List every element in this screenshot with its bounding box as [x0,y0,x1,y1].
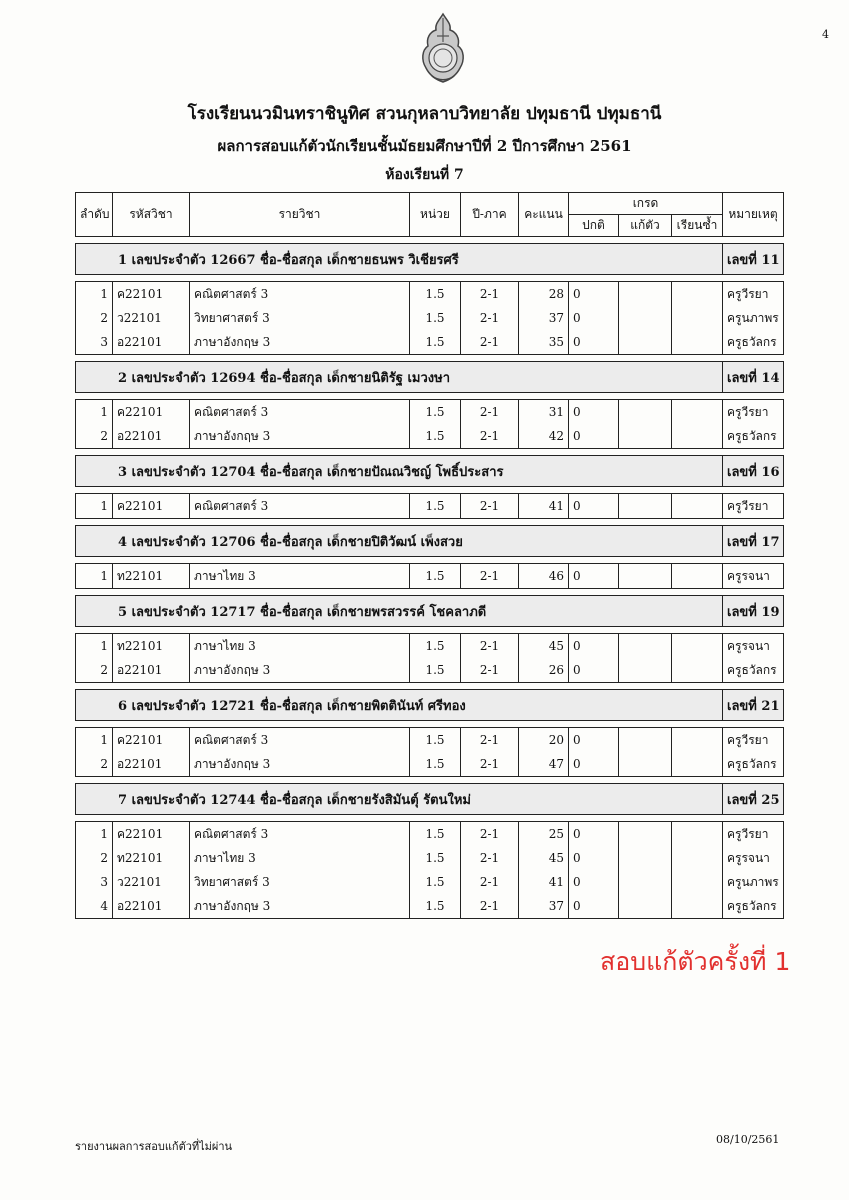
course-score: 45 [519,846,569,870]
header-code: รหัสวิชา [113,193,190,237]
course-teacher-note: ครูรจนา [723,564,784,589]
course-subject: ภาษาไทย 3 [190,634,410,659]
report-subtitle: ผลการสอบแก้ตัวนักเรียนชั้นมัธยมศึกษาปีที่ 2 ปีการศึกษา 2561 [217,137,632,155]
header-note: หมายเหตุ [723,193,784,237]
course-score: 37 [519,306,569,330]
course-code: ค22101 [113,400,190,425]
footer-date: 08/10/2561 [716,1133,780,1146]
course-score: 42 [519,424,569,449]
course-code: ค22101 [113,282,190,307]
course-score: 31 [519,400,569,425]
course-grade-repeat [672,424,723,449]
course-order: 3 [76,870,113,894]
course-order: 2 [76,752,113,777]
course-code: ว22101 [113,306,190,330]
course-code: ค22101 [113,494,190,519]
course-unit: 1.5 [410,330,461,355]
course-term: 2-1 [461,894,519,919]
results-table [75,192,784,919]
course-subject: คณิตศาสตร์ 3 [190,400,410,425]
course-subject: ภาษาอังกฤษ 3 [190,330,410,355]
course-term: 2-1 [461,282,519,307]
header-grade: เกรด [569,193,723,215]
section-spacer [76,557,784,564]
course-grade-normal: 0 [569,494,619,519]
course-grade-retest [619,330,672,355]
course-row [76,894,784,919]
section-spacer [76,275,784,282]
course-grade-repeat [672,634,723,659]
header-grade-retest: แก้ตัว [619,215,672,237]
header-score: คะแนน [519,193,569,237]
course-subject: คณิตศาสตร์ 3 [190,494,410,519]
course-grade-retest [619,846,672,870]
student-seat-number: เลขที่ 19 [723,596,784,627]
course-score: 47 [519,752,569,777]
classroom-label: ห้องเรียนที่ 7 [385,167,464,183]
course-term: 2-1 [461,494,519,519]
course-grade-normal: 0 [569,870,619,894]
course-code: ค22101 [113,822,190,847]
header-subject: รายวิชา [190,193,410,237]
course-subject: ภาษาอังกฤษ 3 [190,424,410,449]
course-grade-repeat [672,330,723,355]
course-unit: 1.5 [410,822,461,847]
course-score: 41 [519,494,569,519]
course-grade-normal: 0 [569,728,619,753]
course-teacher-note: ครูวีรยา [723,282,784,307]
course-grade-retest [619,894,672,919]
course-grade-repeat [672,494,723,519]
course-order: 3 [76,330,113,355]
section-spacer [76,487,784,494]
course-teacher-note: ครูธวัลกร [723,424,784,449]
student-header-row [76,596,784,627]
section-spacer [76,237,784,244]
course-score: 46 [519,564,569,589]
course-row [76,330,784,355]
student-seat-number: เลขที่ 16 [723,456,784,487]
course-grade-repeat [672,658,723,683]
retest-stamp: สอบแก้ตัวครั้งที่ 1 [600,947,791,976]
course-grade-retest [619,282,672,307]
course-unit: 1.5 [410,846,461,870]
course-grade-retest [619,306,672,330]
course-grade-retest [619,634,672,659]
course-grade-normal: 0 [569,822,619,847]
course-grade-retest [619,728,672,753]
course-teacher-note: ครูวีรยา [723,400,784,425]
course-score: 26 [519,658,569,683]
course-term: 2-1 [461,634,519,659]
course-order: 1 [76,634,113,659]
course-row [76,634,784,659]
course-code: อ22101 [113,658,190,683]
course-term: 2-1 [461,330,519,355]
course-teacher-note: ครูธวัลกร [723,752,784,777]
course-grade-retest [619,822,672,847]
student-info: 5 เลขประจำตัว 12717 ชื่อ-ชื่อสกุล เด็กชายพรสวรรค์ โชคลาภดี [76,596,723,627]
course-term: 2-1 [461,728,519,753]
section-spacer [76,721,784,728]
course-term: 2-1 [461,564,519,589]
course-term: 2-1 [461,658,519,683]
course-teacher-note: ครูวีรยา [723,494,784,519]
header-grade-normal: ปกติ [569,215,619,237]
section-spacer [76,627,784,634]
student-info: 4 เลขประจำตัว 12706 ชื่อ-ชื่อสกุล เด็กชายปิติวัฒน์ เพ็งสวย [76,526,723,557]
course-score: 25 [519,822,569,847]
course-grade-normal: 0 [569,658,619,683]
course-code: ค22101 [113,728,190,753]
student-header-row [76,456,784,487]
course-term: 2-1 [461,424,519,449]
student-header-row [76,244,784,275]
course-grade-repeat [672,870,723,894]
section-spacer [76,683,784,690]
course-teacher-note: ครูวีรยา [723,822,784,847]
course-grade-repeat [672,306,723,330]
course-grade-retest [619,494,672,519]
student-seat-number: เลขที่ 17 [723,526,784,557]
student-seat-number: เลขที่ 11 [723,244,784,275]
course-grade-normal: 0 [569,282,619,307]
course-order: 1 [76,400,113,425]
course-teacher-note: ครูรจนา [723,634,784,659]
header-term: ปี-ภาค [461,193,519,237]
course-order: 2 [76,846,113,870]
course-row [76,282,784,307]
course-grade-normal: 0 [569,400,619,425]
course-teacher-note: ครูธวัลกร [723,894,784,919]
course-subject: คณิตศาสตร์ 3 [190,728,410,753]
course-grade-repeat [672,752,723,777]
course-teacher-note: ครูรจนา [723,846,784,870]
course-teacher-note: ครูนภาพร [723,306,784,330]
course-grade-retest [619,870,672,894]
course-code: อ22101 [113,752,190,777]
section-spacer [76,589,784,596]
header-order: ลำดับ [76,193,113,237]
course-subject: วิทยาศาสตร์ 3 [190,306,410,330]
course-unit: 1.5 [410,658,461,683]
footer-report-name: รายงานผลการสอบแก้ตัวที่ไม่ผ่าน [75,1140,233,1153]
course-score: 35 [519,330,569,355]
student-header-row [76,690,784,721]
section-spacer [76,815,784,822]
course-code: อ22101 [113,894,190,919]
course-grade-normal: 0 [569,424,619,449]
course-order: 1 [76,728,113,753]
course-subject: วิทยาศาสตร์ 3 [190,870,410,894]
course-grade-normal: 0 [569,846,619,870]
course-grade-repeat [672,846,723,870]
student-seat-number: เลขที่ 25 [723,784,784,815]
course-order: 2 [76,658,113,683]
course-row [76,752,784,777]
course-subject: คณิตศาสตร์ 3 [190,282,410,307]
course-unit: 1.5 [410,634,461,659]
course-subject: ภาษาไทย 3 [190,564,410,589]
course-score: 28 [519,282,569,307]
course-grade-retest [619,400,672,425]
course-term: 2-1 [461,870,519,894]
course-score: 37 [519,894,569,919]
course-score: 41 [519,870,569,894]
course-grade-repeat [672,894,723,919]
student-header-row [76,526,784,557]
course-row [76,658,784,683]
course-unit: 1.5 [410,400,461,425]
student-info: 7 เลขประจำตัว 12744 ชื่อ-ชื่อสกุล เด็กชายรังสิมันตุ์ รัตนใหม่ [76,784,723,815]
course-grade-repeat [672,400,723,425]
course-subject: คณิตศาสตร์ 3 [190,822,410,847]
section-spacer [76,519,784,526]
course-term: 2-1 [461,400,519,425]
student-info: 3 เลขประจำตัว 12704 ชื่อ-ชื่อสกุล เด็กชายปัณณวิชญ์ โพธิ์ประสาร [76,456,723,487]
course-unit: 1.5 [410,752,461,777]
course-row [76,424,784,449]
student-info: 2 เลขประจำตัว 12694 ชื่อ-ชื่อสกุล เด็กชายนิติรัฐ เมวงษา [76,362,723,393]
course-grade-repeat [672,564,723,589]
header-unit: หน่วย [410,193,461,237]
course-grade-retest [619,424,672,449]
course-row [76,728,784,753]
course-subject: ภาษาอังกฤษ 3 [190,658,410,683]
course-unit: 1.5 [410,424,461,449]
course-code: ท22101 [113,634,190,659]
page-number: 4 [822,28,829,41]
student-seat-number: เลขที่ 21 [723,690,784,721]
course-term: 2-1 [461,752,519,777]
course-row [76,870,784,894]
course-grade-repeat [672,728,723,753]
course-subject: ภาษาไทย 3 [190,846,410,870]
course-grade-retest [619,564,672,589]
course-grade-retest [619,752,672,777]
course-subject: ภาษาอังกฤษ 3 [190,894,410,919]
course-unit: 1.5 [410,564,461,589]
course-unit: 1.5 [410,728,461,753]
course-term: 2-1 [461,846,519,870]
course-row [76,846,784,870]
header-grade-repeat: เรียนซ้ำ [672,215,723,237]
course-grade-normal: 0 [569,634,619,659]
course-row [76,822,784,847]
course-row [76,494,784,519]
course-order: 2 [76,424,113,449]
course-order: 4 [76,894,113,919]
school-name: โรงเรียนนวมินทราชินูทิศ สวนกุหลาบวิทยาลัย ปทุมธานี ปทุมธานี [187,104,662,124]
section-spacer [76,393,784,400]
course-unit: 1.5 [410,494,461,519]
course-score: 45 [519,634,569,659]
course-teacher-note: ครูนภาพร [723,870,784,894]
student-header-row [76,362,784,393]
course-grade-normal: 0 [569,564,619,589]
course-grade-repeat [672,822,723,847]
student-header-row [76,784,784,815]
course-unit: 1.5 [410,282,461,307]
course-unit: 1.5 [410,870,461,894]
course-order: 1 [76,822,113,847]
course-code: ท22101 [113,846,190,870]
course-order: 1 [76,564,113,589]
course-code: อ22101 [113,330,190,355]
course-grade-normal: 0 [569,306,619,330]
course-unit: 1.5 [410,894,461,919]
course-row [76,306,784,330]
course-order: 2 [76,306,113,330]
student-seat-number: เลขที่ 14 [723,362,784,393]
school-emblem-icon [418,12,468,84]
course-grade-retest [619,658,672,683]
course-term: 2-1 [461,306,519,330]
student-info: 6 เลขประจำตัว 12721 ชื่อ-ชื่อสกุล เด็กชายพิตตินันท์ ศรีทอง [76,690,723,721]
course-grade-normal: 0 [569,752,619,777]
course-grade-repeat [672,282,723,307]
course-code: ว22101 [113,870,190,894]
section-spacer [76,777,784,784]
course-row [76,400,784,425]
course-teacher-note: ครูธวัลกร [723,330,784,355]
course-teacher-note: ครูวีรยา [723,728,784,753]
course-grade-normal: 0 [569,330,619,355]
course-grade-normal: 0 [569,894,619,919]
student-info: 1 เลขประจำตัว 12667 ชื่อ-ชื่อสกุล เด็กชายธนพร วิเชียรศรี [76,244,723,275]
course-order: 1 [76,494,113,519]
course-unit: 1.5 [410,306,461,330]
section-spacer [76,355,784,362]
results-table-body [76,237,784,919]
course-order: 1 [76,282,113,307]
course-row [76,564,784,589]
section-spacer [76,449,784,456]
course-subject: ภาษาอังกฤษ 3 [190,752,410,777]
course-score: 20 [519,728,569,753]
course-term: 2-1 [461,822,519,847]
course-teacher-note: ครูธวัลกร [723,658,784,683]
course-code: ท22101 [113,564,190,589]
course-code: อ22101 [113,424,190,449]
